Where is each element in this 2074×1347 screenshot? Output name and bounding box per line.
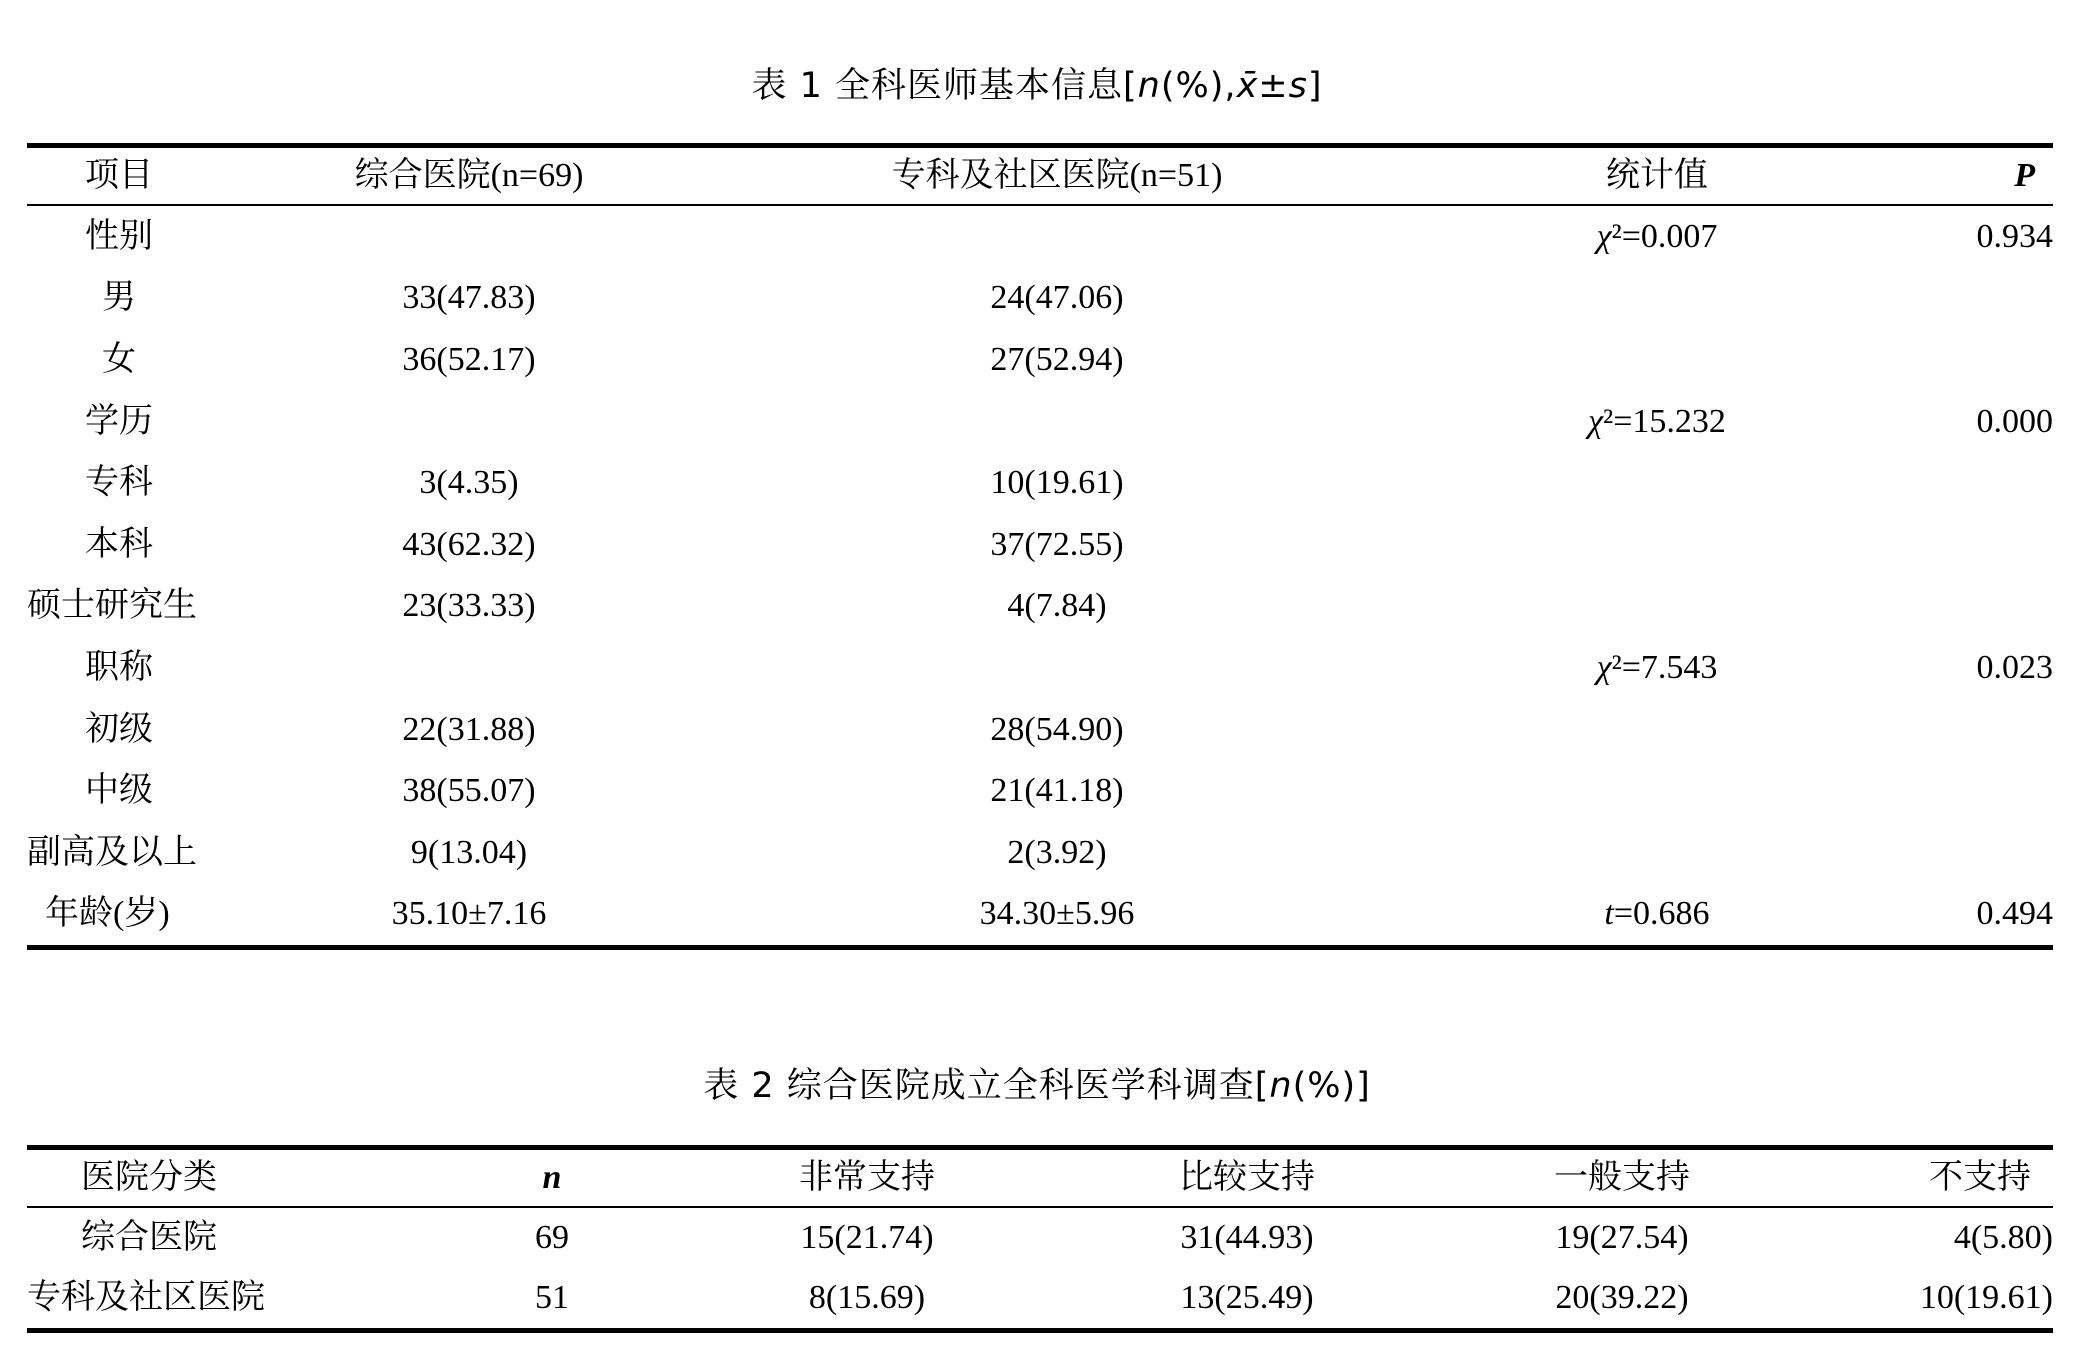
cell-item: 中级 <box>85 772 153 810</box>
header-category: 医院分类 <box>81 1159 217 1196</box>
cell-general-hospital: 43(62.32) <box>402 525 536 563</box>
table1-row <box>27 206 2053 268</box>
table1-caption-xs: x̄±s <box>1236 66 1308 106</box>
table1-header-row <box>27 148 2053 204</box>
header-specialty-community: 专科及社区医院(n=51) <box>891 157 1223 194</box>
table1-row <box>27 268 2053 330</box>
header-fairly-supportive: 比较支持 <box>1179 1159 1315 1196</box>
statistic-symbol: t <box>1604 895 1614 933</box>
header-very-supportive: 非常支持 <box>799 1159 935 1196</box>
cell-specialty-community: 34.30±5.96 <box>979 895 1135 933</box>
table1-row <box>27 452 2053 514</box>
cell-specialty-community: 28(54.90) <box>990 710 1124 748</box>
cell-general-hospital: 22(31.88) <box>402 710 536 748</box>
header-generally-supportive: 一般支持 <box>1554 1159 1690 1196</box>
cell-n: 51 <box>535 1279 569 1316</box>
header-statistic: 统计值 <box>1606 157 1708 194</box>
statistic-symbol: χ <box>1596 217 1612 255</box>
cell-general-hospital: 33(47.83) <box>402 279 536 317</box>
cell-p-value: 0.023 <box>1976 648 2053 686</box>
cell-p-value: 0.934 <box>1976 217 2053 255</box>
cell-item: 女 <box>102 340 136 378</box>
cell-item: 本科 <box>85 525 153 563</box>
cell-statistic: χ²=15.232 <box>1588 402 1726 440</box>
cell-statistic: t=0.686 <box>1604 895 1710 933</box>
cell-general-hospital: 3(4.35) <box>419 464 519 502</box>
cell-general-hospital: 36(52.17) <box>402 340 536 378</box>
header-n: n <box>542 1159 562 1196</box>
cell-specialty-community: 24(47.06) <box>990 279 1124 317</box>
header-p: P <box>2014 157 2035 194</box>
header-not-supportive: 不支持 <box>1929 1159 2031 1196</box>
cell-category: 综合医院 <box>81 1219 217 1256</box>
header-general-hospital: 综合医院(n=69) <box>354 157 584 194</box>
cell-p-value: 0.494 <box>1976 895 2053 933</box>
cell-general-hospital: 38(55.07) <box>402 772 536 810</box>
cell-not-supportive: 4(5.80) <box>1953 1219 2053 1256</box>
table1-row <box>27 637 2053 699</box>
cell-general-hospital: 23(33.33) <box>402 587 536 625</box>
cell-very-supportive: 8(15.69) <box>808 1279 926 1316</box>
table1-caption <box>0 58 2074 108</box>
cell-specialty-community: 27(52.94) <box>990 340 1124 378</box>
table1-caption-mid: (%), <box>1160 66 1237 106</box>
table1-row <box>27 760 2053 822</box>
statistic-symbol: χ <box>1588 402 1604 440</box>
table1-row <box>27 576 2053 638</box>
cell-very-supportive: 15(21.74) <box>800 1219 934 1256</box>
cell-item: 初级 <box>85 710 153 748</box>
statistic-symbol: χ <box>1596 648 1612 686</box>
table1-row <box>27 699 2053 761</box>
table1-row <box>27 329 2053 391</box>
cell-category: 专科及社区医院 <box>27 1279 265 1316</box>
cell-item: 专科 <box>85 464 153 502</box>
cell-fairly-supportive: 31(44.93) <box>1180 1219 1314 1256</box>
table2-body <box>27 1208 2053 1328</box>
cell-general-hospital: 9(13.04) <box>410 833 528 871</box>
cell-not-supportive: 10(19.61) <box>1919 1279 2053 1316</box>
cell-statistic: χ²=7.543 <box>1596 648 1718 686</box>
cell-specialty-community: 2(3.92) <box>1007 833 1107 871</box>
table2-header-row <box>27 1150 2053 1206</box>
table1-row <box>27 822 2053 884</box>
cell-specialty-community: 37(72.55) <box>990 525 1124 563</box>
table1-row <box>27 514 2053 576</box>
table2 <box>27 1145 2053 1333</box>
table1-row <box>27 391 2053 453</box>
cell-n: 69 <box>535 1219 569 1256</box>
table2-row <box>27 1268 2053 1328</box>
table1-caption-suffix: ] <box>1307 66 1323 106</box>
cell-item: 年龄(岁) <box>45 895 170 933</box>
table2-caption-n: n <box>1269 1066 1293 1106</box>
cell-item: 学历 <box>85 402 153 440</box>
table2-caption-suffix: (%)] <box>1292 1066 1371 1106</box>
cell-generally-supportive: 19(27.54) <box>1555 1219 1689 1256</box>
table1-bottom-rule <box>27 945 2053 950</box>
cell-specialty-community: 10(19.61) <box>990 464 1124 502</box>
table1 <box>27 143 2053 950</box>
table2-row <box>27 1208 2053 1268</box>
table2-caption-prefix: 表 2 综合医院成立全科医学科调查[ <box>703 1066 1270 1106</box>
cell-item: 职称 <box>85 648 153 686</box>
cell-p-value: 0.000 <box>1976 402 2053 440</box>
cell-specialty-community: 4(7.84) <box>1007 587 1107 625</box>
header-item: 项目 <box>85 157 153 194</box>
table1-caption-n: n <box>1137 66 1161 106</box>
table1-body <box>27 206 2053 945</box>
table2-caption <box>0 1058 2074 1108</box>
cell-item: 性别 <box>85 217 153 255</box>
cell-statistic: χ²=0.007 <box>1596 217 1718 255</box>
table1-caption-prefix: 表 1 全科医师基本信息[ <box>751 66 1138 106</box>
cell-item: 硕士研究生 <box>27 587 197 625</box>
cell-general-hospital: 35.10±7.16 <box>391 895 547 933</box>
cell-generally-supportive: 20(39.22) <box>1555 1279 1689 1316</box>
table1-row <box>27 884 2053 946</box>
table2-bottom-rule <box>27 1328 2053 1333</box>
cell-item: 男 <box>102 279 136 317</box>
cell-item: 副高及以上 <box>27 833 197 871</box>
cell-specialty-community: 21(41.18) <box>990 772 1124 810</box>
cell-fairly-supportive: 13(25.49) <box>1180 1279 1314 1316</box>
